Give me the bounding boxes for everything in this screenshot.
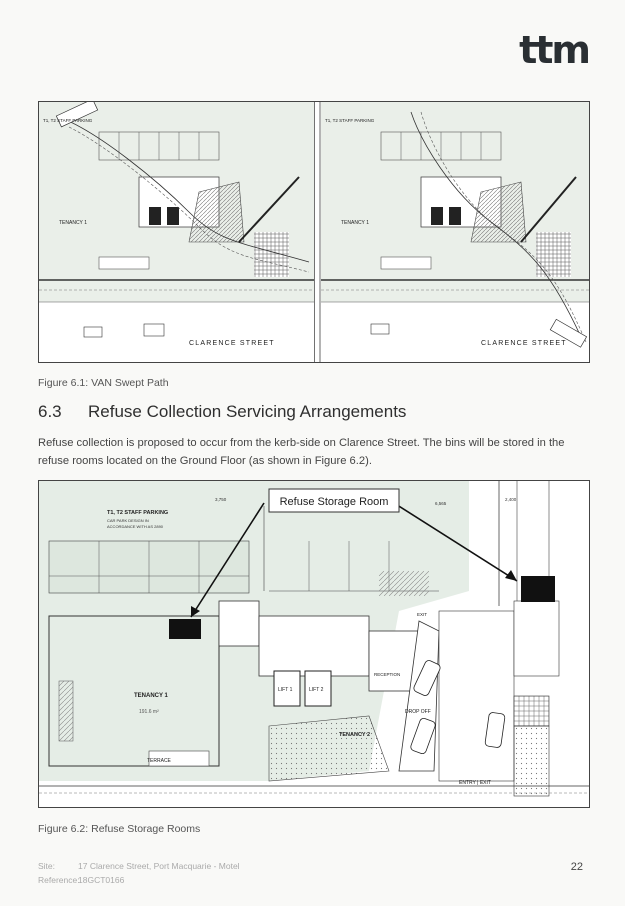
- parking-sub-label-1: CAR PARK DESIGN IN: [107, 518, 149, 523]
- section-number: 6.3: [38, 402, 62, 421]
- figure-1-caption: Figure 6.1: VAN Swept Path: [38, 377, 169, 389]
- left-tenancy-label: TENANCY 1: [59, 220, 87, 226]
- figure-van-swept-path: [38, 101, 590, 363]
- right-street-label: CLARENCE STREET: [481, 340, 567, 347]
- entry-exit-label: ENTRY | EXIT: [459, 780, 491, 786]
- footer-site-info: [38, 859, 240, 887]
- lift-1-label: LIFT 1: [278, 687, 293, 693]
- refuse-storage-callout: Refuse Storage Room: [279, 496, 389, 508]
- swept-path-drawings: [39, 102, 589, 362]
- tenancy-1-label: TENANCY 1: [134, 693, 168, 699]
- left-plan-panel: [39, 102, 314, 362]
- lift-2-label: LIFT 2: [309, 687, 324, 693]
- reference-value: 18GCT0166: [78, 875, 125, 885]
- section-paragraph: Refuse collection is proposed to occur from the kerb-side on Clarence Street. The bins will be stored in the refuse rooms located on the Ground Floor (as shown in Figure 6.2).: [38, 437, 565, 467]
- section-heading: [38, 402, 406, 422]
- site-label: Site:: [38, 861, 56, 871]
- page-number: 22: [570, 861, 583, 873]
- left-street-label: CLARENCE STREET: [189, 340, 275, 347]
- right-plan-panel: [321, 102, 589, 362]
- staff-parking-label: T1, T2 STAFF PARKING: [107, 510, 169, 516]
- site-value: 17 Clarence Street, Port Macquarie - Motel: [78, 861, 240, 871]
- dimension-3750: 3,750: [215, 497, 227, 502]
- tenancy-2-label: TENANCY 2: [339, 732, 371, 738]
- reference-label: Reference:: [38, 875, 80, 885]
- drop-off-label: DROP OFF: [405, 709, 431, 715]
- terrace-label: TERRACE: [147, 758, 171, 764]
- reception-label: RECEPTION: [374, 672, 401, 677]
- ttm-logo: ttm: [519, 28, 589, 72]
- figure-2-caption: Figure 6.2: Refuse Storage Rooms: [38, 823, 201, 835]
- parking-sub-label-2: ACCORDANCE WITH AS 2890: [107, 524, 164, 529]
- refuse-storage-plan: [39, 481, 589, 807]
- right-tenancy-label: TENANCY 1: [341, 220, 369, 226]
- dimension-6565: 6,565: [435, 501, 447, 506]
- tenancy-1-area: 191.6 m²: [139, 709, 159, 715]
- right-parking-label: T1, T2 STAFF PARKING: [325, 118, 375, 123]
- section-title: Refuse Collection Servicing Arrangements: [88, 402, 407, 421]
- figure-refuse-storage-rooms: [38, 480, 590, 808]
- left-parking-label: T1, T2 STAFF PARKING: [43, 118, 93, 123]
- dimension-2400: 2,400: [505, 497, 517, 502]
- exit-label: EXIT: [417, 612, 428, 617]
